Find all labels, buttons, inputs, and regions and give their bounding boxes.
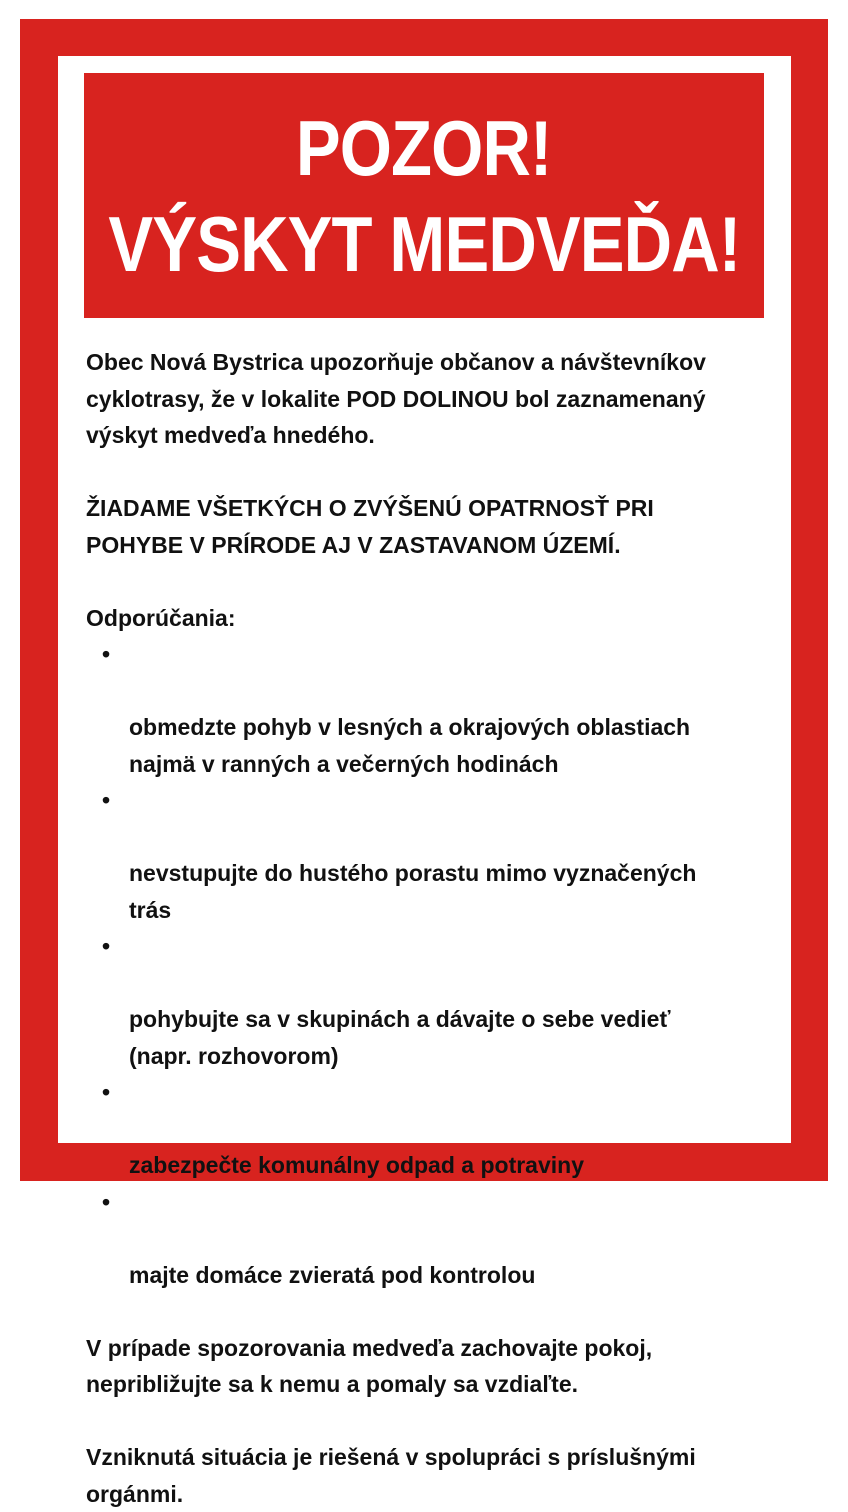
bullet-icon: • — [102, 641, 111, 667]
bullet-icon: • — [102, 933, 111, 959]
bullet-icon: • — [102, 1188, 111, 1215]
intro-paragraph: Obec Nová Bystrica upozorňuje občanov a návštevníkov cyklotrasy, že v lokalite POD DOLINOU bol zaznamenaný výskyt medveďa hnedého. — [86, 349, 706, 448]
spacer — [86, 1403, 776, 1440]
recommendations-list — [86, 636, 776, 1293]
list-item-text: nevstupujte do hustého porastu mimo vyznačených trás — [129, 860, 697, 923]
list-item — [86, 928, 776, 1074]
headline-warning: POZOR! — [296, 103, 552, 192]
list-item-text: majte domáce zvieratá pod kontrolou — [129, 1261, 536, 1288]
list-item — [86, 782, 776, 928]
list-item-text: zabezpečte komunálny odpad a potraviny — [129, 1152, 584, 1178]
headline-banner — [84, 73, 764, 318]
closing-statement: Vzniknutá situácia je riešená v spolupráci s príslušnými orgánmi. — [86, 1444, 696, 1507]
notice-body — [86, 344, 776, 1512]
recommendations-heading: Odporúčania: — [86, 604, 236, 631]
sighting-advice: V prípade spozorovania medveďa zachovajte pokoj, nepribližujte sa k nemu a pomaly sa vzdiaľte. — [86, 1334, 653, 1397]
list-item — [86, 1074, 776, 1184]
bullet-icon: • — [102, 787, 111, 813]
list-item-text: pohybujte sa v skupinách a dávajte o sebe vedieť (napr. rozhovorom) — [129, 1006, 671, 1069]
spacer — [86, 1293, 776, 1330]
bullet-icon: • — [102, 1079, 111, 1105]
list-item — [86, 636, 776, 782]
caution-request: ŽIADAME VŠETKÝCH O ZVÝŠENÚ OPATRNOSŤ PRI POHYBE V PRÍRODE AJ V ZASTAVANOM ÚZEMÍ. — [86, 495, 654, 558]
list-item-text: obmedzte pohyb v lesných a okrajových oblastiach najmä v ranných a večerných hodinách — [129, 714, 691, 777]
spacer — [86, 454, 776, 491]
headline-bear-sighting: VÝSKYT MEDVEĎA! — [108, 199, 740, 288]
spacer — [86, 563, 776, 600]
